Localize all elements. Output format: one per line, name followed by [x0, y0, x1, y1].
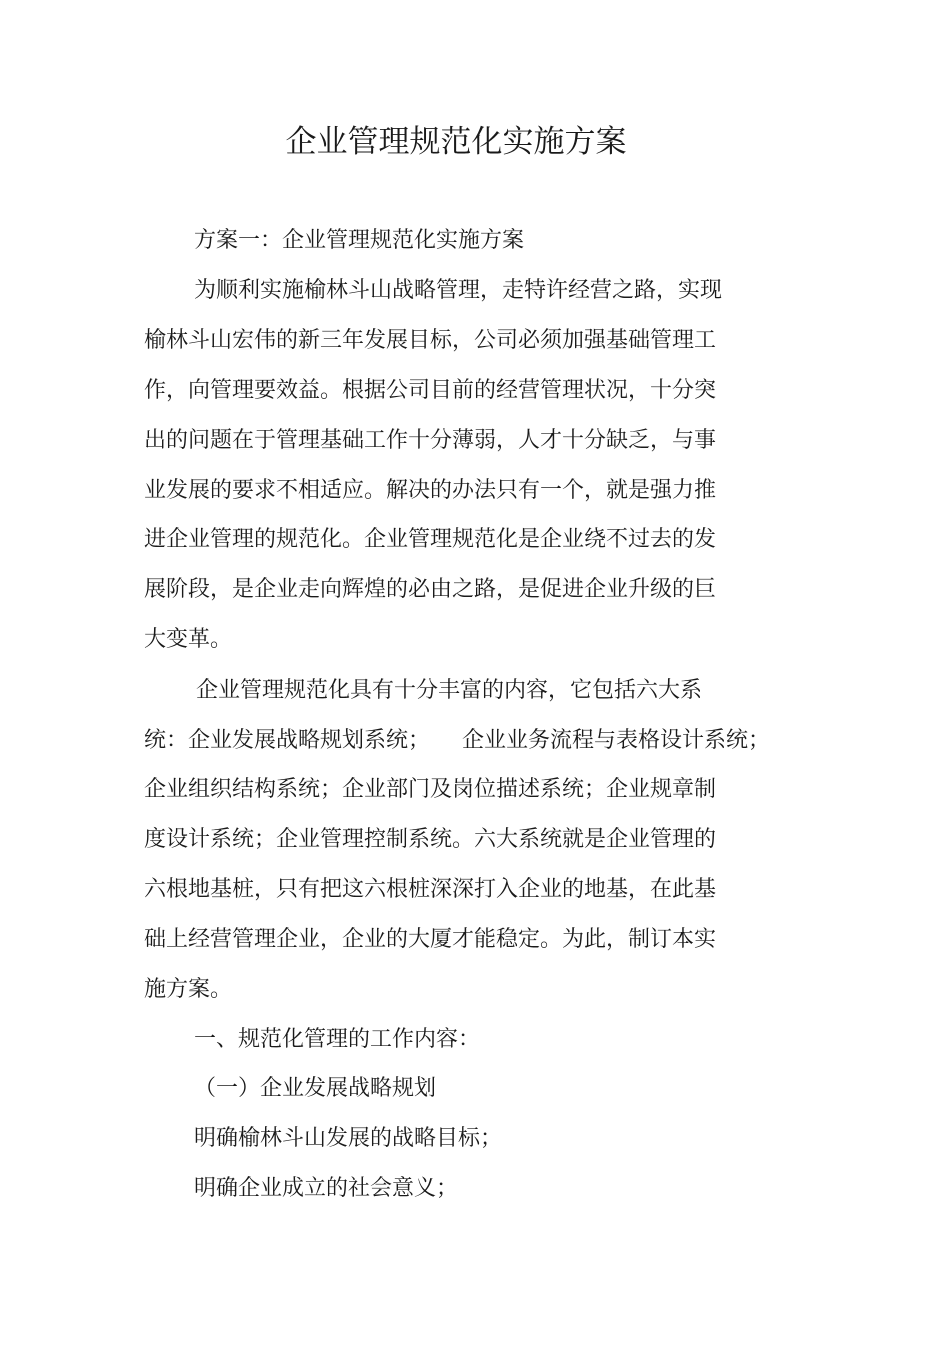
text-line: 明确企业成立的社会意义； [194, 1176, 459, 1201]
text-line: 企业业务流程与表格设计系统； [462, 728, 771, 753]
text-line: 明确榆林斗山发展的战略目标； [194, 1126, 503, 1151]
text-line: 业发展的要求不相适应。解决的办法只有一个，就是强力推 [144, 478, 717, 503]
text-line: 企业管理规范化具有十分丰富的内容，它包括六大系 [196, 678, 703, 703]
text-line: 础上经营管理企业，企业的大厦才能稳定。为此，制订本实 [144, 927, 717, 952]
text-line: 度设计系统；企业管理控制系统。六大系统就是企业管理的 [144, 827, 717, 852]
text-line: 出的问题在于管理基础工作十分薄弱，人才十分缺乏，与事 [144, 428, 717, 453]
text-line: 六根地基桩，只有把这六根桩深深打入企业的地基，在此基 [144, 877, 717, 902]
subsection-heading: （一）企业发展战略规划 [194, 1076, 437, 1101]
text-line: 榆林斗山宏伟的新三年发展目标，公司必须加强基础管理工 [144, 328, 717, 353]
text-line: 作，向管理要效益。根据公司目前的经营管理状况，十分突 [144, 378, 717, 403]
document-title: 企业管理规范化实施方案 [285, 124, 627, 160]
text-line: 展阶段，是企业走向辉煌的必由之路，是促进企业升级的巨 [144, 577, 717, 602]
text-line: 大变革。 [144, 627, 233, 652]
text-line: 企业组织结构系统；企业部门及岗位描述系统；企业规章制 [144, 777, 717, 802]
text-line: 施方案。 [144, 977, 233, 1002]
section-heading: 一、规范化管理的工作内容： [194, 1027, 481, 1052]
text-line: 方案一：企业管理规范化实施方案 [194, 228, 525, 253]
text-line: 进企业管理的规范化。企业管理规范化是企业绕不过去的发 [144, 527, 717, 552]
text-line: 统：企业发展战略规划系统； [144, 728, 431, 753]
text-line: 为顺利实施榆林斗山战略管理，走特许经营之路，实现 [194, 278, 723, 303]
